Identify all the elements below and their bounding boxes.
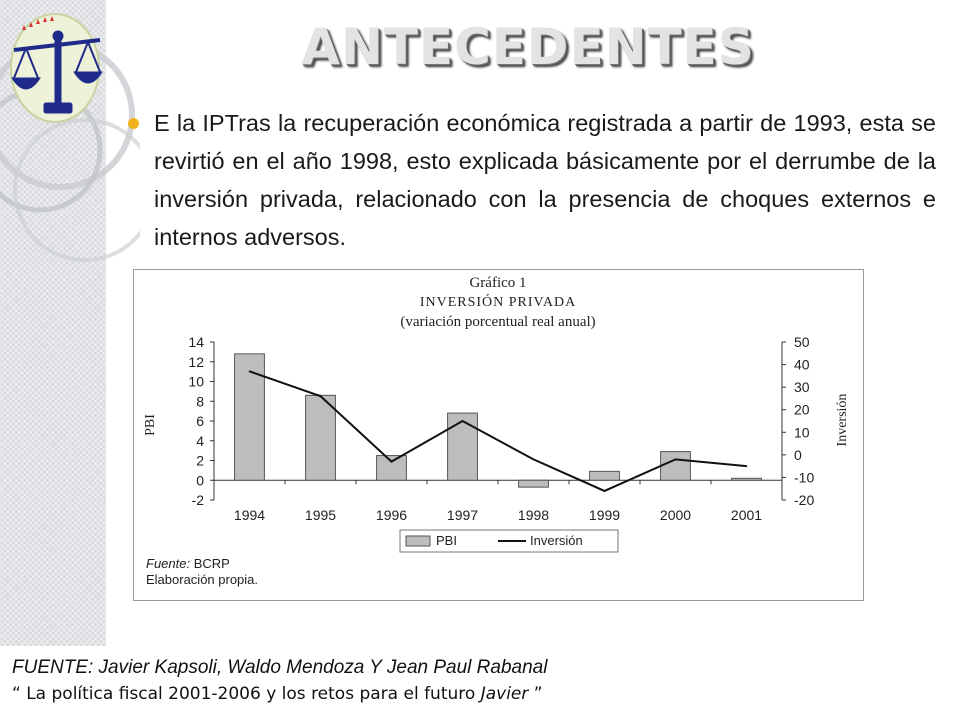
y2-tick-label: 30 <box>794 379 810 396</box>
bar-pbi <box>590 471 620 480</box>
point-inversion <box>320 395 322 397</box>
bar-pbi <box>448 413 478 480</box>
y2-tick-label: -10 <box>794 469 815 486</box>
investment-chart <box>134 270 863 600</box>
y-tick-label: 2 <box>196 452 204 469</box>
y2-tick-label: 50 <box>794 334 810 350</box>
footer-quote-close: ” <box>528 684 543 704</box>
legend-label-pbi: PBI <box>436 533 457 548</box>
x-tick-label: 1997 <box>446 507 479 523</box>
bar-pbi <box>661 452 691 481</box>
y-tick-label: -2 <box>191 492 204 508</box>
chart-container <box>133 269 864 601</box>
bar-pbi <box>235 354 265 480</box>
bar-pbi <box>732 478 762 480</box>
chart-source-value: BCRP <box>190 556 230 571</box>
y2-axis-label: Inversión <box>835 393 850 447</box>
bar-pbi <box>519 480 549 487</box>
x-tick-label: 1995 <box>304 507 337 523</box>
bullet-dot-icon <box>128 118 139 129</box>
footer-quote <box>12 684 543 704</box>
slide-title: ANTECEDENTES <box>301 18 755 76</box>
point-inversion <box>249 371 251 373</box>
y-tick-label: 0 <box>196 472 204 489</box>
y-tick-label: 8 <box>196 393 204 410</box>
bullet-text: E la IPTras la recuperación económica registrada a partir de 1993, esta se revirtió en el año 1998, esto explicada básicamente por el derrumbe de la inversión privada, relacionado con la presencia de choques externos e internos adversos. <box>154 110 936 250</box>
y2-tick-label: 0 <box>794 446 802 463</box>
footer-quote-author: Javier <box>480 684 529 704</box>
y2-tick-label: -20 <box>794 492 815 508</box>
point-inversion <box>462 420 464 422</box>
bullet-paragraph <box>128 104 936 256</box>
y-tick-label: 4 <box>196 432 204 449</box>
x-tick-label: 1999 <box>588 507 621 523</box>
y-tick-label: 10 <box>188 373 204 390</box>
y2-tick-label: 20 <box>794 401 810 418</box>
plot-area <box>188 334 814 523</box>
footer-source: FUENTE: Javier Kapsoli, Waldo Mendoza Y Jean Paul Rabanal <box>12 657 548 678</box>
chart-note: Elaboración propia. <box>146 572 259 587</box>
x-tick-label: 1996 <box>375 507 408 523</box>
y-tick-label: 12 <box>188 353 204 370</box>
chart-source <box>146 556 230 571</box>
footer-quote-text: “ La política fiscal 2001-2006 y los retos para el futuro <box>12 684 476 704</box>
point-inversion <box>391 461 393 463</box>
y-tick-label: 6 <box>196 413 204 429</box>
x-tick-label: 1998 <box>517 507 550 523</box>
point-inversion <box>675 459 677 461</box>
x-tick-label: 2000 <box>659 507 692 523</box>
legend-swatch-pbi <box>406 536 430 546</box>
chart-title: Gráfico 1 <box>469 275 527 291</box>
point-inversion <box>746 465 748 467</box>
x-tick-label: 1994 <box>233 507 266 523</box>
y2-tick-label: 10 <box>794 424 810 441</box>
point-inversion <box>604 490 606 492</box>
legend <box>400 530 618 552</box>
bar-pbi <box>377 456 407 481</box>
chart-subtitle: INVERSIÓN PRIVADA <box>419 295 577 310</box>
chart-source-label: Fuente: <box>146 556 191 571</box>
chart-subtitle-2: (variación porcentual real anual) <box>400 314 596 330</box>
y2-tick-label: 40 <box>794 356 810 373</box>
point-inversion <box>533 459 535 461</box>
legend-label-inversion: Inversión <box>530 533 583 548</box>
x-tick-label: 2001 <box>730 507 763 523</box>
y-tick-label: 14 <box>188 334 204 350</box>
y-axis-label: PBI <box>143 414 158 436</box>
bar-pbi <box>306 395 336 480</box>
